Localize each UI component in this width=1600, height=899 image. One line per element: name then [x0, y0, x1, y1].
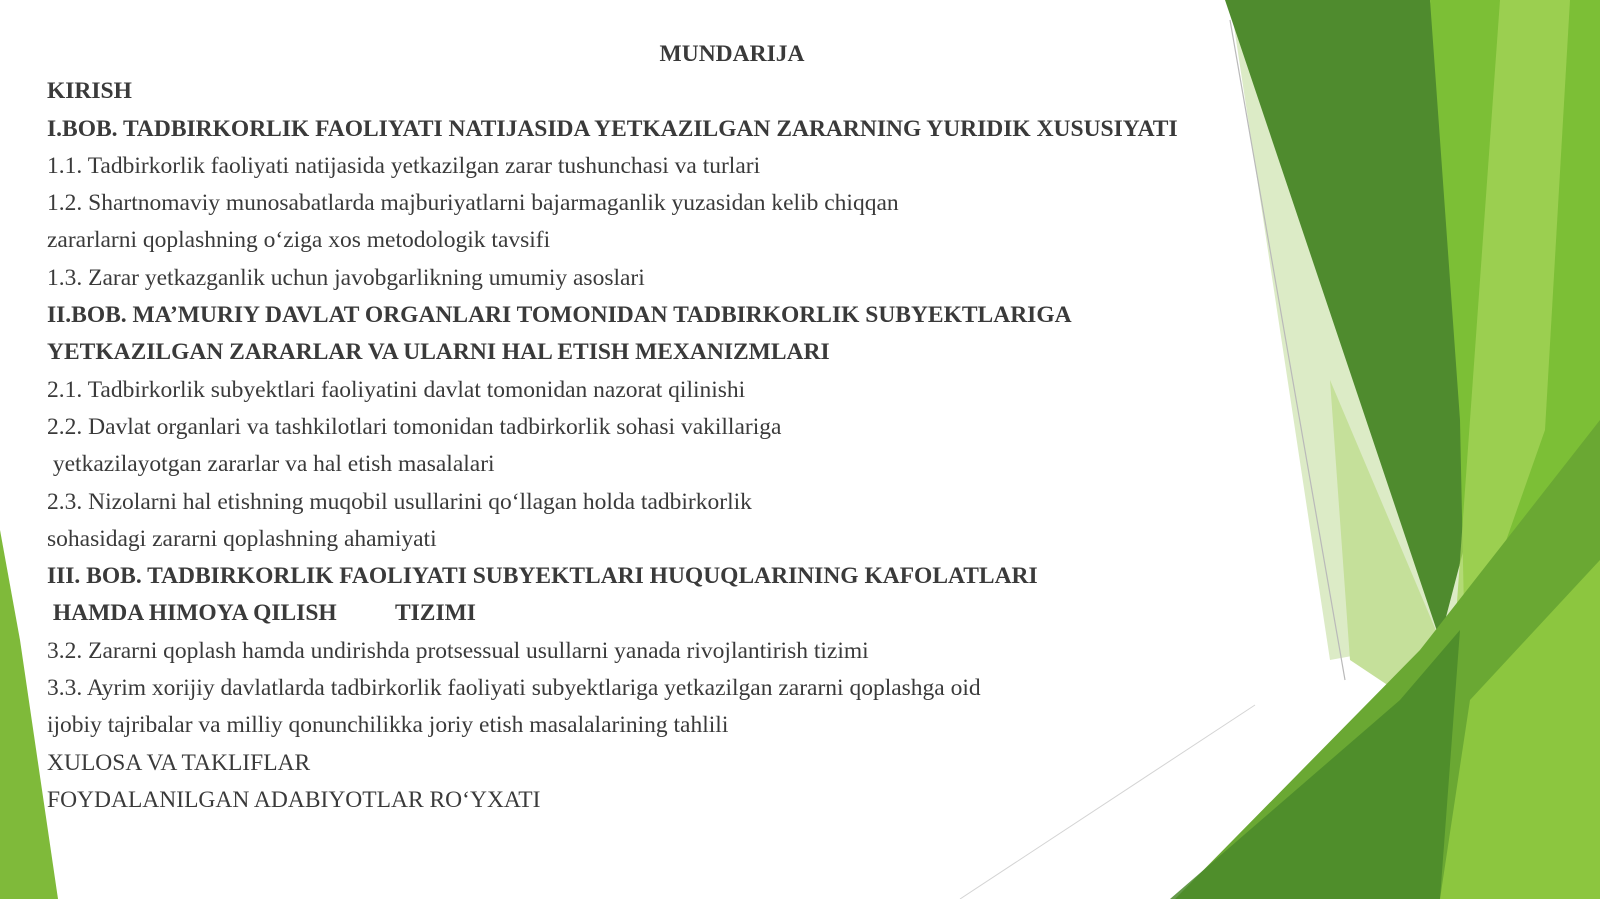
- toc-entry: 2.3. Nizolarni hal etishning muqobil usullarini qo‘llagan holda tadbirkorlik: [47, 488, 752, 515]
- toc-heading: I.BOB. TADBIRKORLIK FAOLIYATI NATIJASIDA YETKAZILGAN ZARARNING YURIDIK XUSUSIYATI: [47, 115, 1178, 142]
- toc-entry: sohasidagi zararni qoplashning ahamiyati: [47, 525, 437, 552]
- page-title: MUNDARIJA: [659, 41, 805, 67]
- table-of-contents: [47, 36, 1277, 819]
- toc-entry: 2.1. Tadbirkorlik subyektlari faoliyatini davlat tomonidan nazorat qilinishi: [47, 376, 746, 403]
- toc-entry: 1.2. Shartnomaviy munosabatlarda majburiyatlarni bajarmaganlik yuzasidan kelib chiqqan: [47, 190, 899, 217]
- toc-entry: zararlarni qoplashning o‘ziga xos metodologik tavsifi: [47, 227, 551, 254]
- toc-entry: 1.1. Tadbirkorlik faoliyati natijasida yetkazilgan zarar tushunchasi va turlari: [47, 152, 761, 179]
- toc-entry: 3.2. Zararni qoplash hamda undirishda protsessual usullarni yanada rivojlantirish tizimi: [47, 637, 869, 664]
- toc-list: [47, 73, 1277, 819]
- toc-heading: HAMDA HIMOYA QILISH TIZIMI: [47, 600, 476, 627]
- toc-heading: YETKAZILGAN ZARARLAR VA ULARNI HAL ETISH MEXANIZMLARI: [47, 339, 830, 366]
- toc-heading: II.BOB. MA’MURIY DAVLAT ORGANLARI TOMONIDAN TADBIRKORLIK SUBYEKTLARIGA: [47, 302, 1072, 329]
- toc-entry: FOYDALANILGAN ADABIYOTLAR RO‘YXATI: [47, 786, 541, 813]
- toc-heading: III. BOB. TADBIRKORLIK FAOLIYATI SUBYEKTLARI HUQUQLARINING KAFOLATLARI: [47, 563, 1038, 590]
- toc-entry: ijobiy tajribalar va milliy qonunchilikka joriy etish masalalarining tahlili: [47, 712, 729, 739]
- toc-entry: XULOSA VA TAKLIFLAR: [47, 749, 311, 776]
- toc-entry: 1.3. Zarar yetkazganlik uchun javobgarlikning umumiy asoslari: [47, 264, 645, 291]
- toc-entry: 2.2. Davlat organlari va tashkilotlari tomonidan tadbirkorlik sohasi vakillariga: [47, 413, 782, 440]
- toc-heading: KIRISH: [47, 78, 132, 105]
- toc-entry: yetkazilayotgan zararlar va hal etish masalalari: [47, 451, 495, 478]
- toc-entry: 3.3. Ayrim xorijiy davlatlarda tadbirkorlik faoliyati subyektlariga yetkazilgan zararni qoplashga oid: [47, 675, 981, 702]
